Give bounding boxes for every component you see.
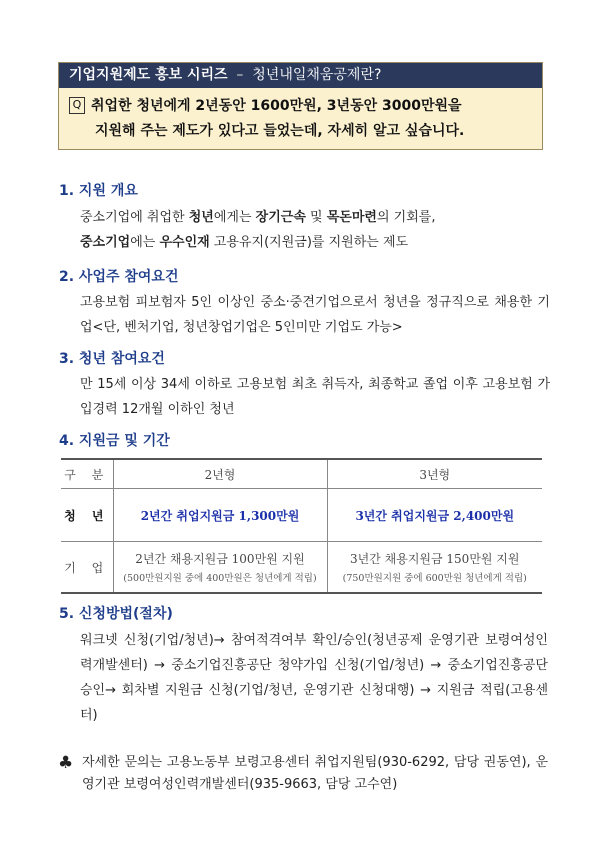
header-title-bar — [59, 63, 542, 88]
company-three-year-note: (750만원지원 중에 600만원 청년에게 적립) — [342, 573, 527, 584]
header-three-year: 3년형 — [327, 459, 542, 489]
company-two-year-cell — [113, 542, 327, 594]
question-line-1 — [69, 94, 532, 119]
support-table — [61, 458, 542, 594]
title-separator: – — [236, 67, 244, 83]
company-three-year: 3년간 채용지원금 150만원 지원 — [350, 552, 520, 566]
text: 및 — [305, 210, 327, 225]
section-1-line-1 — [80, 205, 550, 230]
section-3-body: 만 15세 이상 34세 이하로 고용보험 최초 취득자, 최종학교 졸업 이후 고용보험 가입경력 12개월 이하인 청년 — [80, 377, 550, 417]
youth-three-year: 3년간 취업지원금 2,400만원 — [327, 489, 542, 542]
section-5-body: 워크넷 신청(기업/청년)→ 참여적격여부 확인/승인(청년공제 운영기관 보령여성인력개발센터) → 중소기업진흥공단 청약가입 신청(기업/청년) → 중소기업진흥공단 승인→ 회차별 지원금 신청(기업/청년, 운영기관 신청대행) → 지원금 적립(고용센터) — [80, 633, 548, 723]
section-1-line-2 — [80, 230, 550, 255]
section-2-title: 2. 사업주 참여요건 — [59, 269, 179, 285]
contact-text: 자세한 문의는 고용노동부 보령고용센터 취업지원팀(930-6292, 담당 권동연), 운영기관 보령여성인력개발센터(935-9663, 담당 고수연) — [82, 755, 548, 792]
row-label-youth: 청 년 — [61, 489, 113, 542]
series-title: 기업지원제도 홍보 시리즈 — [69, 67, 228, 83]
text: 고용유지(지원금)를 지원하는 제도 — [209, 235, 409, 250]
company-two-year: 2년간 채용지원금 100만원 지원 — [135, 552, 305, 566]
q-mark-icon: Q — [69, 97, 85, 114]
company-three-year-cell — [327, 542, 542, 594]
header-two-year: 2년형 — [113, 459, 327, 489]
question-text-2: 지원해 주는 제도가 있다고 들었는데, 자세히 알고 싶습니다. — [95, 123, 465, 139]
text: 에게는 — [213, 210, 256, 225]
question-text-1: 취업한 청년에게 2년동안 1600만원, 3년동안 3000만원을 — [91, 98, 462, 114]
question-box — [59, 88, 542, 149]
section-3-title: 3. 청년 참여요건 — [59, 351, 165, 367]
topic-title: 청년내일채움공제란? — [252, 67, 382, 83]
contact-note — [58, 752, 548, 796]
text-youth: 청년 — [188, 210, 214, 225]
header-category: 구 분 — [61, 459, 113, 489]
header-box — [58, 62, 543, 150]
table-header-row — [61, 459, 542, 489]
section-2-body: 고용보험 피보험자 5인 이상인 중소·중견기업으로서 청년을 정규직으로 채용한 기업<단, 벤처기업, 청년창업기업은 5인미만 기업도 가능> — [80, 295, 550, 335]
section-1-body — [80, 205, 550, 255]
text-talent: 우수인재 — [159, 235, 210, 250]
section-5-title: 5. 신청방법(절차) — [59, 606, 173, 622]
company-two-year-note: (500만원지원 중에 400만원은 청년에게 적립) — [123, 573, 317, 584]
text: 에는 — [130, 235, 160, 250]
text: 중소기업에 취업한 — [80, 210, 189, 225]
text: 의 기회를, — [376, 210, 436, 225]
text-long-service: 장기근속 — [255, 210, 306, 225]
club-icon: ♣ — [58, 753, 74, 773]
text-sme: 중소기업 — [80, 235, 131, 250]
table-row-youth — [61, 489, 542, 542]
text-savings: 목돈마련 — [326, 210, 377, 225]
section-4-title: 4. 지원금 및 기간 — [59, 433, 170, 449]
youth-two-year: 2년간 취업지원금 1,300만원 — [113, 489, 327, 542]
table-row-company — [61, 542, 542, 594]
section-1-title: 1. 지원 개요 — [59, 183, 138, 199]
row-label-company: 기 업 — [61, 542, 113, 594]
